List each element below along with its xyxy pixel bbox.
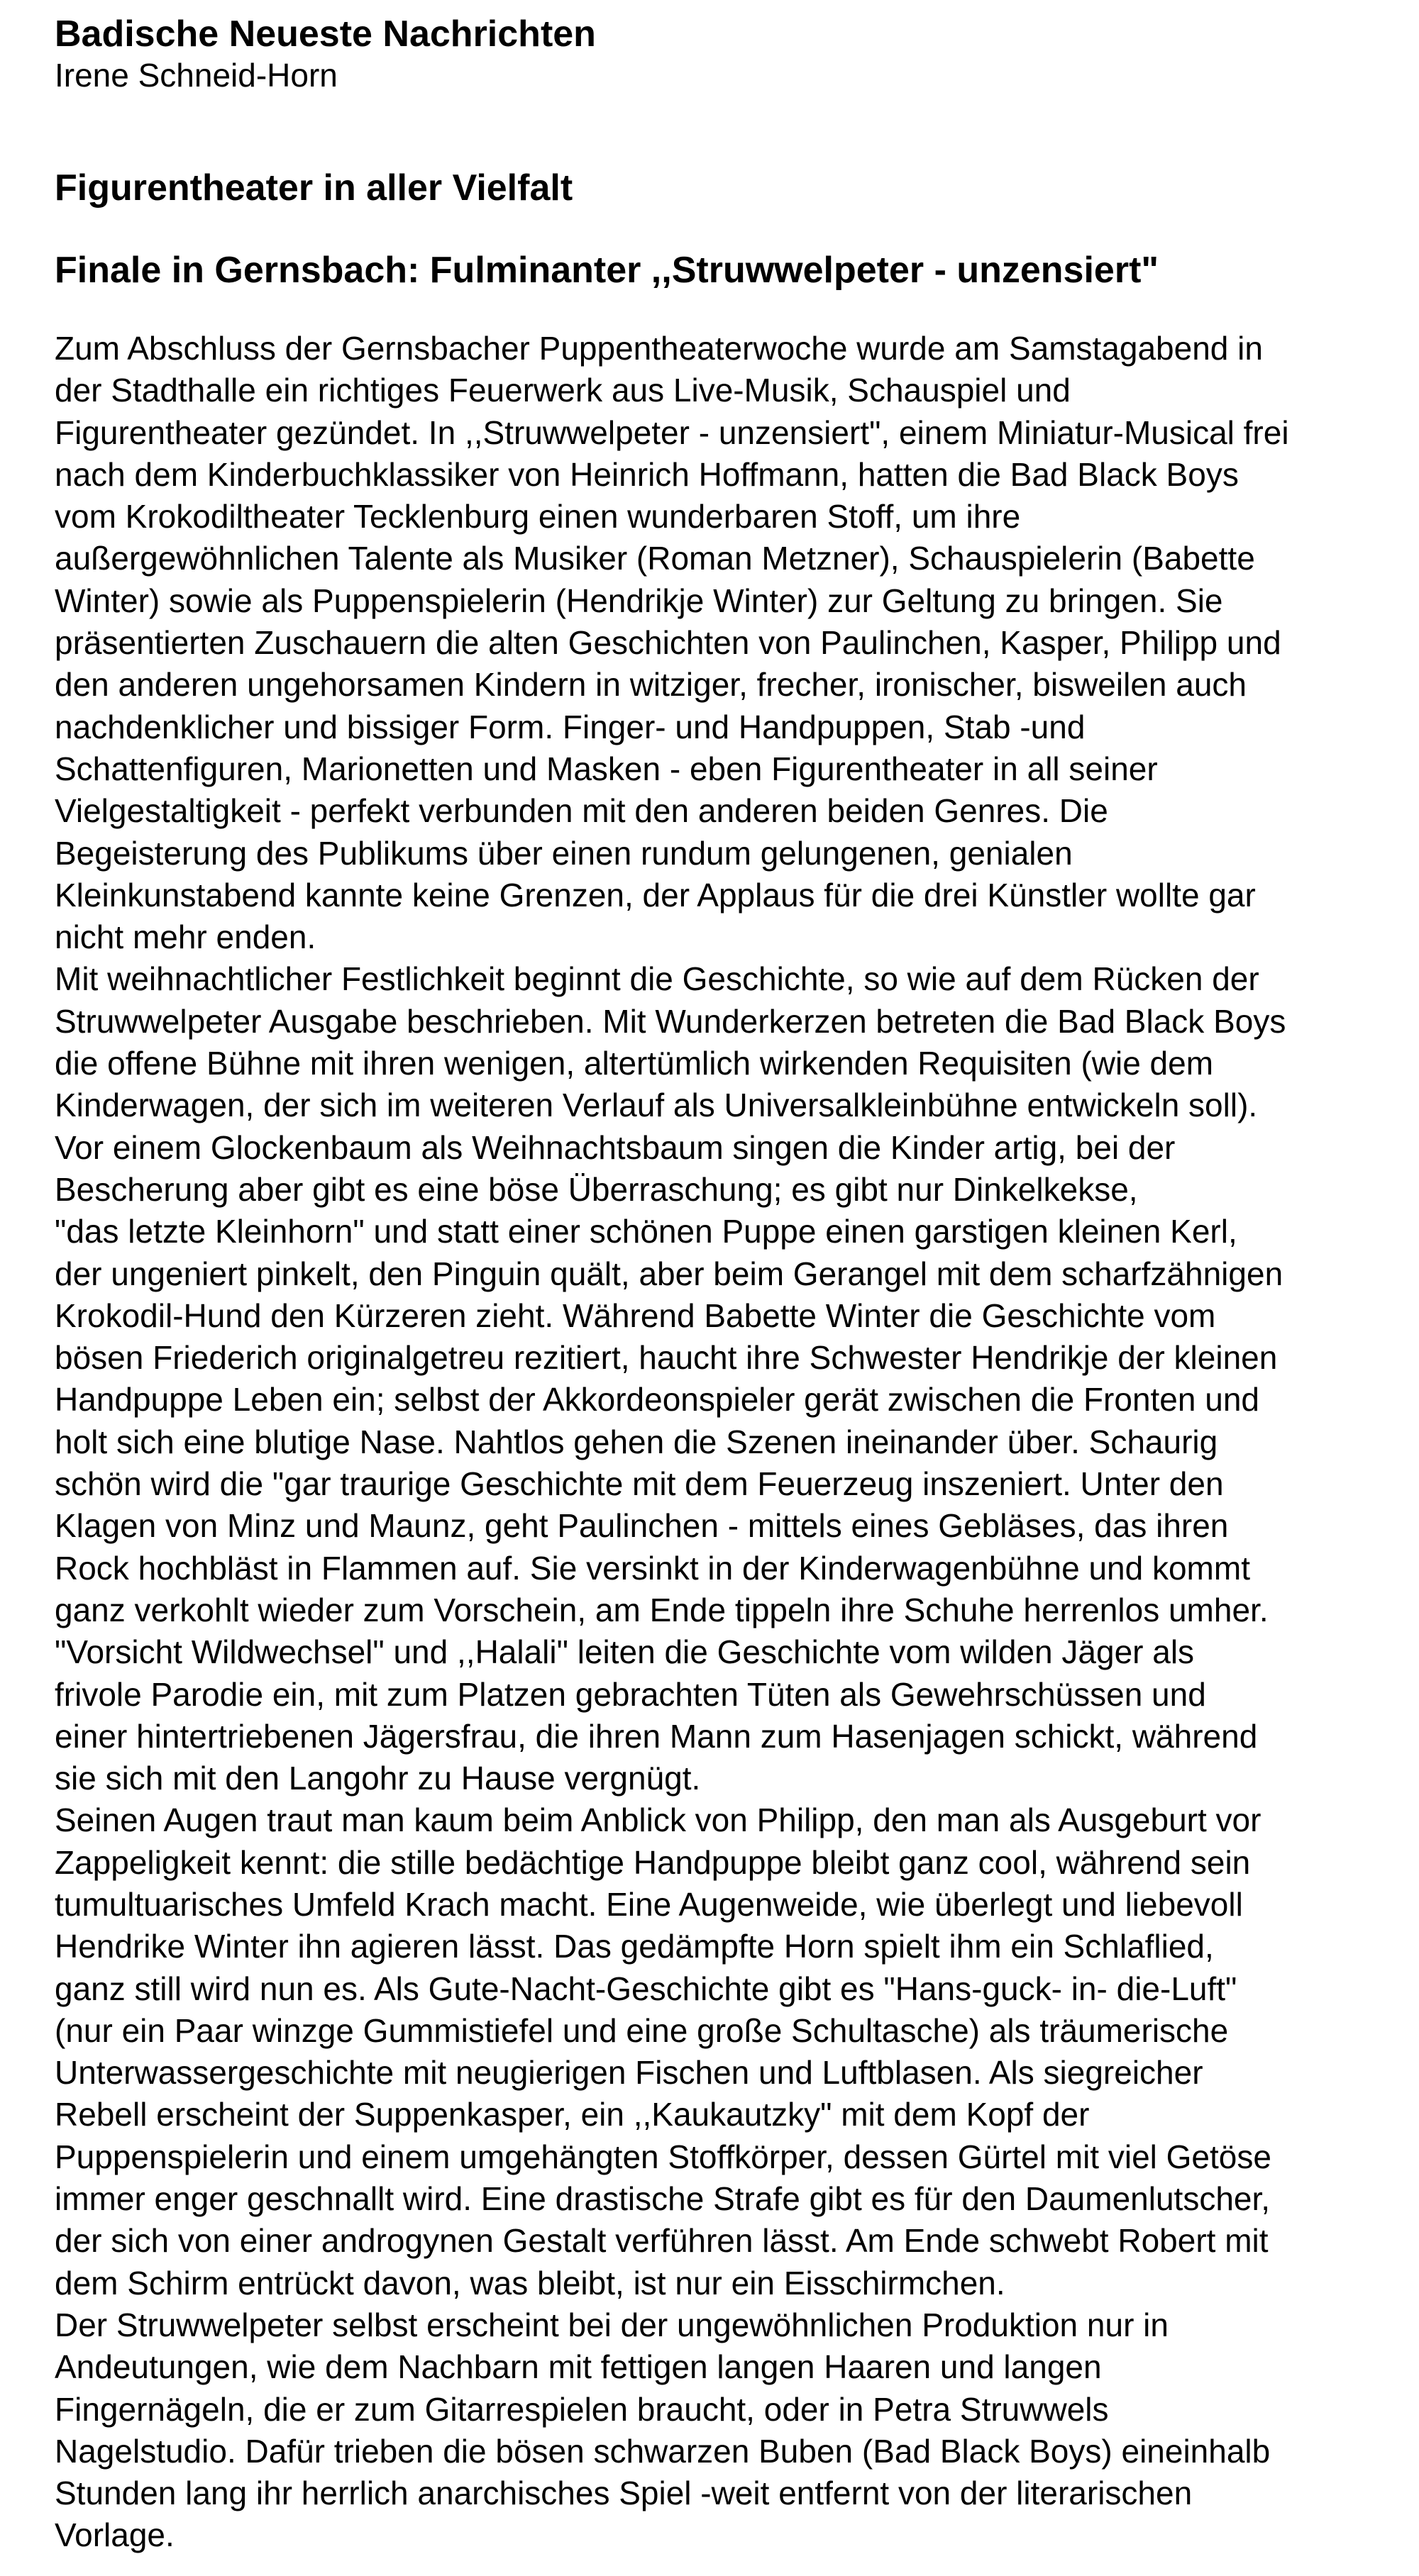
- article: [55, 13, 1396, 2557]
- author-name: Irene Schneid-Horn: [55, 57, 338, 94]
- article-body: [55, 328, 1396, 2557]
- paragraph-1: Zum Abschluss der Gernsbacher Puppentheaterwoche wurde am Samstagabend in der Stadthalle ein richtiges Feuerwerk aus Live-Musik, Schauspiel und Figurentheater gezündet. In ,,Struwwelpeter - unzensiert", einem Miniatur-Musical frei nach dem Kinderbuchklassiker von Heinrich Hoffmann, hatten die Bad Black Boys vom Krokodiltheater Tecklenburg einen wunderbaren Stoff, um ihre außergewöhnlichen Talente als Musiker (Roman Metzner), Schauspielerin (Babette Winter) sowie als Puppenspielerin (Hendrikje Winter) zur Geltung zu bringen. Sie präsentierten Zuschauern die alten Geschichten von Paulinchen, Kasper, Philipp und den anderen ungehorsamen Kindern in witziger, frecher, ironischer, bisweilen auch nachdenklicher und bissiger Form. Finger- und Handpuppen, Stab -und Schattenfiguren, Marionetten und Masken - eben Figurentheater in all seiner Vielgestaltigkeit - perfekt verbunden mit den anderen beiden Genres. Die Begeisterung des Publikums über einen rundum gelungenen, genialen Kleinkunstabend kannte keine Grenzen, der Applaus für die drei Künstler wollte gar nicht mehr enden.: [55, 330, 1289, 956]
- paragraph-2: Mit weihnachtlicher Festlichkeit beginnt die Geschichte, so wie auf dem Rücken der Struwwelpeter Ausgabe beschrieben. Mit Wunderkerzen betreten die Bad Black Boys die offene Bühne mit ihren wenigen, altertümlich wirkenden Requisiten (wie dem Kinderwagen, der sich im weiteren Verlauf als Universalkleinbühne entwickeln soll). Vor einem Glockenbaum als Weihnachtsbaum singen die Kinder artig, bei der Bescherung aber gibt es eine böse Überraschung; es gibt nur Dinkelkekse, "das letzte Kleinhorn" und statt einer schönen Puppe einen garstigen kleinen Kerl, der ungeniert pinkelt, den Pinguin quält, aber beim Gerangel mit dem scharfzähnigen Krokodil-Hund den Kürzeren zieht. Während Babette Winter die Geschichte vom bösen Friederich originalgetreu rezitiert, haucht ihre Schwester Hendrikje der kleinen Handpuppe Leben ein; selbst der Akkordeonspieler gerät zwischen die Fronten und holt sich eine blutige Nase. Nahtlos gehen die Szenen ineinander über. Schaurig schön wird die "gar traurige Geschichte mit dem Feuerzeug inszeniert. Unter den Klagen von Minz und Maunz, geht Paulinchen - mittels eines Gebläses, das ihren Rock hochbläst in Flammen auf. Sie versinkt in der Kinderwagenbühne und kommt ganz verkohlt wieder zum Vorschein, am Ende tippeln ihre Schuhe herrenlos umher. "Vorsicht Wildwechsel" und ,,Halali" leiten die Geschichte vom wilden Jäger als frivole Parodie ein, mit zum Platzen gebrachten Tüten als Gewehrschüssen und einer hintertriebenen Jägersfrau, die ihren Mann zum Hasenjagen schickt, während sie sich mit den Langohr zu Hause vergnügt.: [55, 960, 1286, 1797]
- newspaper-name: Badische Neueste Nachrichten: [55, 13, 596, 55]
- paragraph-4: Der Struwwelpeter selbst erscheint bei der ungewöhnlichen Produktion nur in Andeutungen, wie dem Nachbarn mit fettigen langen Haaren und langen Fingernägeln, die er zum Gitarrespielen braucht, oder in Petra Struwwels Nagelstudio. Dafür trieben die bösen schwarzen Buben (Bad Black Boys) eineinhalb Stunden lang ihr herrlich anarchisches Spiel -weit entfernt von der literarischen Vorlage.: [55, 2306, 1271, 2554]
- paragraph-3: Seinen Augen traut man kaum beim Anblick von Philipp, den man als Ausgeburt vor Zappeligkeit kennt: die stille bedächtige Handpuppe bleibt ganz cool, während sein tumultuarisches Umfeld Krach macht. Eine Augenweide, wie überlegt und liebevoll Hendrike Winter ihn agieren lässt. Das gedämpfte Horn spielt ihm ein Schlaflied, ganz still wird nun es. Als Gute-Nacht-Geschichte gibt es "Hans-guck- in- die-Luft" (nur ein Paar winzge Gummistiefel und eine große Schultasche) als träumerische Unterwassergeschichte mit neugierigen Fischen und Luftblasen. Als siegreicher Rebell erscheint der Suppenkasper, ein ,,Kaukautzky" mit dem Kopf der Puppenspielerin und einem umgehängten Stoffkörper, dessen Gürtel mit viel Getöse immer enger geschnallt wird. Eine drastische Strafe gibt es für den Daumenlutscher, der sich von einer androgynen Gestalt verführen lässt. Am Ende schwebt Robert mit dem Schirm entrückt davon, was bleibt, ist nur ein Eisschirmchen.: [55, 1801, 1271, 2302]
- subheadline: Finale in Gernsbach: Fulminanter ,,Struwwelpeter - unzensiert": [55, 250, 1159, 291]
- headline: Figurentheater in aller Vielfalt: [55, 167, 573, 209]
